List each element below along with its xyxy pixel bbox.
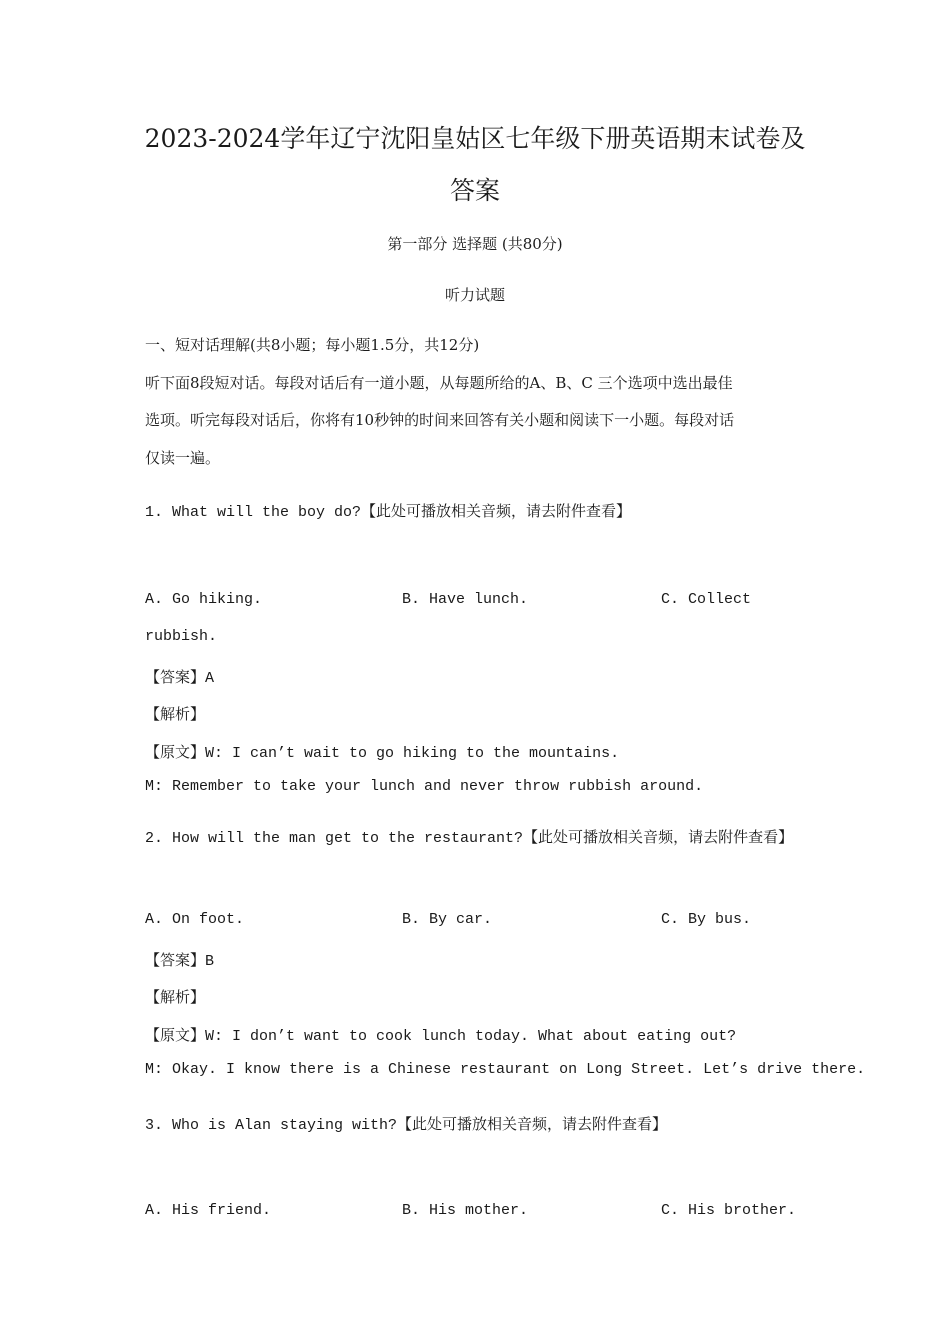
instructions-line-1: 听下面8段短对话。每段对话后有一道小题，从每题所给的A、B、C 三个选项中选出最佳 (145, 374, 733, 392)
question-2-stem: 2. How will the man get to the restaurant?【此处可播放相关音频，请去附件查看】 (145, 830, 794, 847)
part-heading: 第一部分 选择题 (共80分) (387, 235, 563, 253)
document-title-line-1: 2023-2024学年辽宁沈阳皇姑区七年级下册英语期末试卷及 (144, 124, 806, 153)
question-2-script-line-2: M: Okay. I know there is a Chinese restaurant on Long Street. Let’s drive there. (145, 1061, 866, 1078)
question-2-answer: 【答案】B (145, 953, 215, 970)
question-3-stem: 3. Who is Alan staying with?【此处可播放相关音频，请去附件查看】 (145, 1117, 668, 1134)
question-1-analysis: 【解析】 (145, 707, 206, 724)
question-1-script-line-2: M: Remember to take your lunch and never throw rubbish around. (145, 778, 704, 795)
question-2-option-b: B. By car. (402, 911, 493, 928)
question-3-option-c: C. His brother. (661, 1202, 797, 1219)
question-2-option-a: A. On foot. (145, 911, 245, 928)
question-2-analysis: 【解析】 (145, 990, 206, 1007)
question-1-script-line-1: 【原文】W: I can’t wait to go hiking to the mountains. (145, 745, 620, 762)
instructions-line-2: 选项。听完每段对话后，你将有10秒钟的时间来回答有关小题和阅读下一小题。每段对话 (145, 411, 735, 429)
question-1-option-c: C. Collect (661, 591, 752, 608)
question-1-option-b: B. Have lunch. (402, 591, 529, 608)
question-2-option-c: C. By bus. (661, 911, 752, 928)
question-3-option-b: B. His mother. (402, 1202, 529, 1219)
document-title-line-2: 答案 (449, 176, 500, 205)
instructions-line-3: 仅读一遍。 (145, 449, 221, 467)
section-heading: 听力试题 (444, 286, 505, 304)
question-3-option-a: A. His friend. (145, 1202, 272, 1219)
question-1-stem: 1. What will the boy do?【此处可播放相关音频，请去附件查看】 (145, 504, 632, 521)
task-heading: 一、短对话理解(共8小题；每小题1.5分，共12分) (145, 336, 480, 354)
question-2-script-line-1: 【原文】W: I don’t want to cook lunch today. What about eating out? (145, 1028, 737, 1045)
question-1-option-a: A. Go hiking. (145, 591, 263, 608)
question-1-option-c-wrap: rubbish. (145, 628, 218, 645)
question-1-answer: 【答案】A (145, 670, 215, 687)
